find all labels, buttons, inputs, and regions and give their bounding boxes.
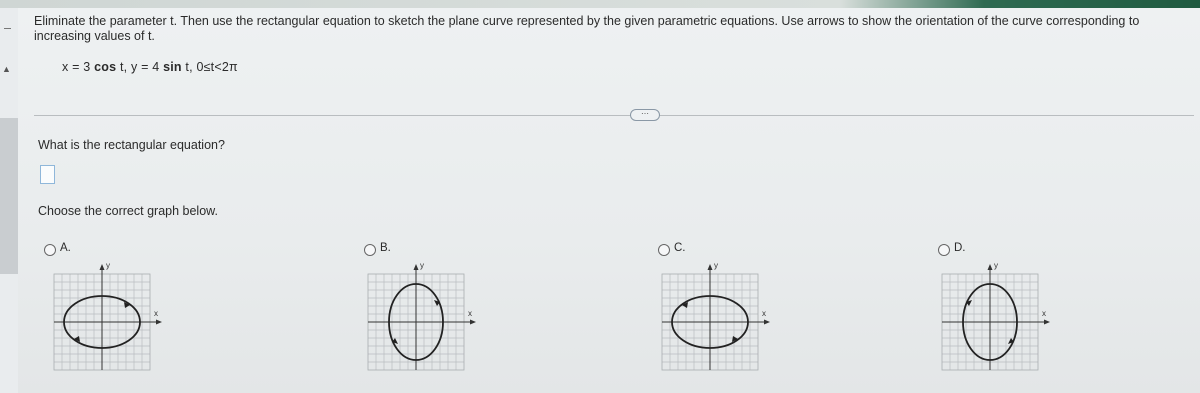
left-scroll-rail[interactable]	[0, 118, 18, 274]
collapse-arrow-icon[interactable]: ▲	[2, 64, 11, 74]
option-a-x-axis-label: x	[154, 309, 158, 318]
option-c-y-axis-label: y	[714, 261, 718, 270]
left-dash	[4, 28, 11, 29]
option-b-x-axis-label: x	[468, 309, 472, 318]
option-d-x-axis-label: x	[1042, 309, 1046, 318]
option-c-graph[interactable]	[656, 258, 786, 378]
choose-graph-prompt: Choose the correct graph below.	[38, 204, 218, 218]
question-text: What is the rectangular equation?	[38, 138, 225, 152]
section-divider	[34, 115, 1194, 116]
option-d-radio[interactable]	[938, 244, 950, 256]
option-c-x-axis-label: x	[762, 309, 766, 318]
option-d-label[interactable]: D.	[954, 242, 966, 254]
option-b-radio[interactable]	[364, 244, 376, 256]
option-d-y-axis-label: y	[994, 261, 998, 270]
top-accent-bar	[0, 0, 1200, 8]
option-d-graph[interactable]	[936, 258, 1066, 378]
rectangular-equation-answer-input[interactable]	[40, 165, 55, 184]
option-b-label[interactable]: B.	[380, 242, 391, 254]
option-a-radio[interactable]	[44, 244, 56, 256]
option-a-graph[interactable]	[48, 258, 178, 378]
option-a-y-axis-label: y	[106, 261, 110, 270]
parametric-equations: x = 3 cos t, y = 4 sin t, 0≤t<2π	[62, 60, 238, 74]
option-b-y-axis-label: y	[420, 261, 424, 270]
option-b-graph[interactable]	[362, 258, 492, 378]
option-c-radio[interactable]	[658, 244, 670, 256]
option-c-label[interactable]: C.	[674, 242, 686, 254]
more-options-button[interactable]: ⋯	[630, 109, 660, 121]
problem-instructions: Eliminate the parameter t. Then use the rectangular equation to sketch the plane curve represented by the given parametric equations. Use arrows to show the orientation of the curve corresponding to increasing values of t.	[34, 14, 1140, 43]
option-a-label[interactable]: A.	[60, 242, 71, 254]
